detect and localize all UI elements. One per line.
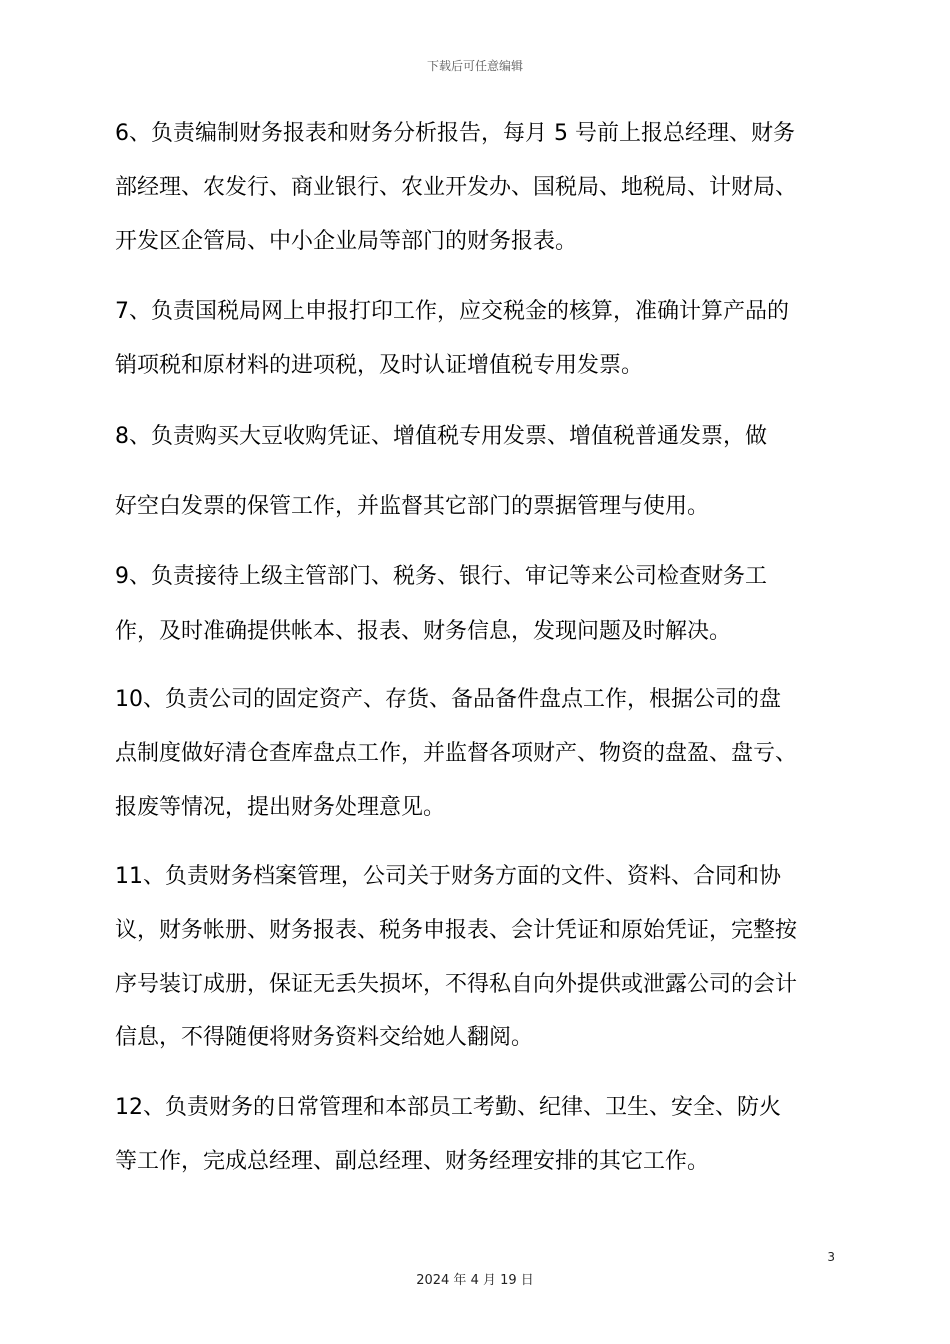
paragraph-line: 7、负责国税局网上申报打印工作，应交税金的核算，准确计算产品的	[115, 299, 789, 324]
paragraph-line: 9、负责接待上级主管部门、税务、银行、审记等来公司检查财务工	[115, 564, 767, 589]
paragraph-line: 11、负责财务档案管理，公司关于财务方面的文件、资料、合同和协	[115, 864, 781, 889]
paragraph-line: 报废等情况，提出财务处理意见。	[115, 795, 446, 820]
paragraph-line: 12、负责财务的日常管理和本部员工考勤、纪律、卫生、安全、防火	[115, 1095, 781, 1120]
paragraph-line: 议，财务帐册、财务报表、税务申报表、会计凭证和原始凭证，完整按	[115, 918, 798, 943]
paragraph-line: 8、负责购买大豆收购凭证、增值税专用发票、增值税普通发票，做	[115, 424, 767, 449]
footer-date: 2024 年 4 月 19 日	[416, 1273, 534, 1288]
page-number: 3	[827, 1250, 835, 1264]
paragraph-line: 序号装订成册，保证无丢失损坏，不得私自向外提供或泄露公司的会计	[115, 972, 798, 997]
paragraph-line: 作，及时准确提供帐本、报表、财务信息，发现问题及时解决。	[115, 619, 732, 644]
paragraph-line: 开发区企管局、中小企业局等部门的财务报表。	[115, 229, 578, 254]
paragraph-line: 好空白发票的保管工作，并监督其它部门的票据管理与使用。	[115, 494, 710, 519]
paragraph-line: 10、负责公司的固定资产、存货、备品备件盘点工作，根据公司的盘	[115, 687, 781, 712]
paragraph-line: 点制度做好清仓查库盘点工作，并监督各项财产、物资的盘盈、盘亏、	[115, 741, 798, 766]
page-header: 下载后可任意编辑	[426, 59, 523, 73]
paragraph-line: 销项税和原材料的进项税，及时认证增值税专用发票。	[115, 353, 644, 378]
paragraph-line: 6、负责编制财务报表和财务分析报告，每月 5 号前上报总经理、财务	[115, 121, 795, 146]
paragraph-line: 信息，不得随便将财务资料交给她人翻阅。	[115, 1025, 534, 1050]
paragraph-line: 部经理、农发行、商业银行、农业开发办、国税局、地税局、计财局、	[115, 175, 798, 200]
paragraph-line: 等工作，完成总经理、副总经理、财务经理安排的其它工作。	[115, 1149, 710, 1174]
